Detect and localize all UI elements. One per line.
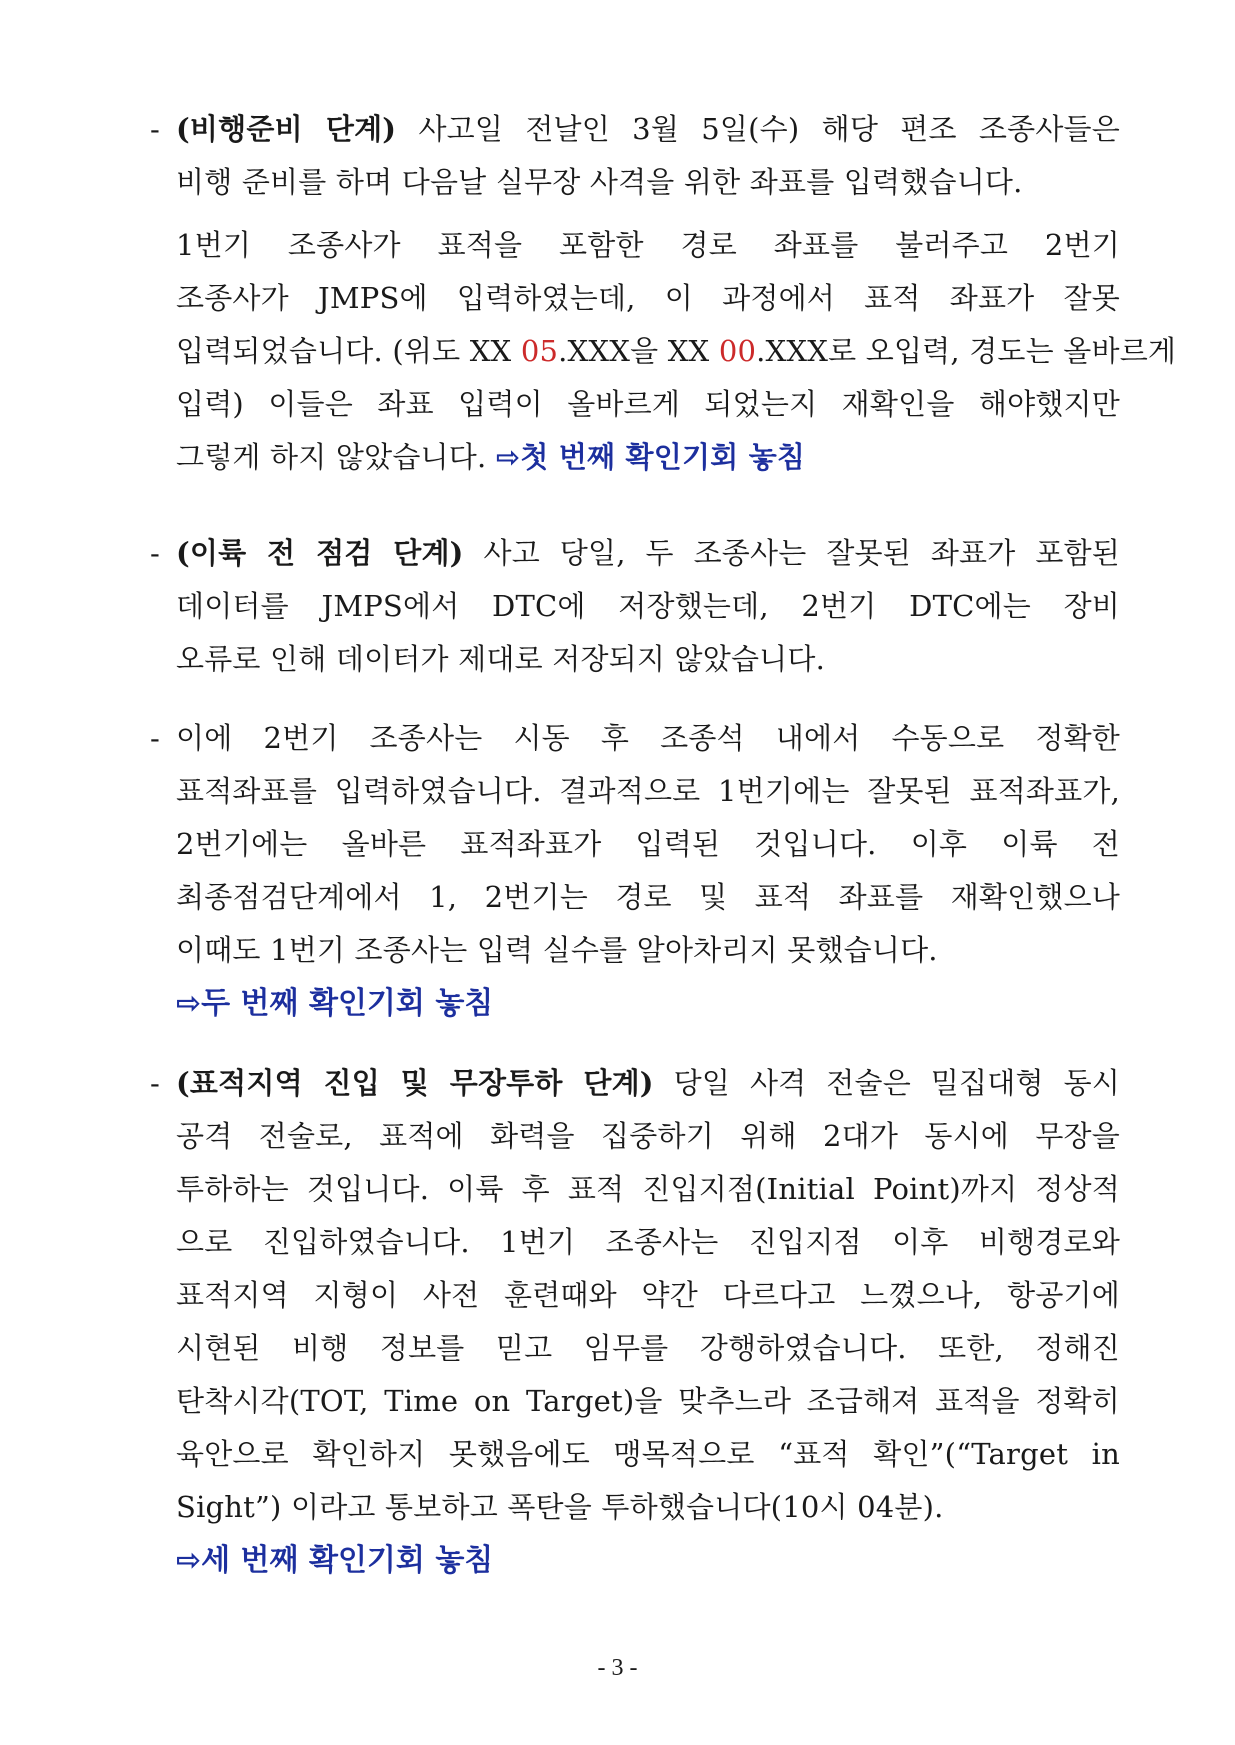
section-target-entry xyxy=(150,1057,1120,1587)
paragraph-line: 그렇게 하지 않았습니다. ⇨첫 번째 확인기회 놓침 xyxy=(176,440,806,474)
page-number: - 3 - xyxy=(597,1655,638,1681)
paragraph-line: 표적좌표를 입력하였습니다. 결과적으로 1번기에는 잘못된 표적좌표가, xyxy=(176,774,1120,808)
paragraph-line: 1번기 조종사가 표적을 포함한 경로 좌표를 불러주고 2번기 xyxy=(176,228,1120,262)
missed-check-note: ⇨첫 번째 확인기회 놓침 xyxy=(495,440,806,474)
paragraph-line: 이에 2번기 조종사는 시동 후 조종석 내에서 수동으로 정확한 xyxy=(176,721,1120,755)
bullet-dash: - xyxy=(150,1066,160,1100)
stage-label: (표적지역 진입 및 무장투하 단계) xyxy=(176,1066,654,1100)
paragraph-line: 데이터를 JMPS에서 DTC에 저장했는데, 2번기 DTC에는 장비 xyxy=(176,589,1120,623)
paragraph-line: 으로 진입하였습니다. 1번기 조종사는 진입지점 이후 비행경로와 xyxy=(176,1225,1120,1259)
highlight-value: 00 xyxy=(718,334,757,368)
paragraph-line: 입력) 이들은 좌표 입력이 올바르게 되었는지 재확인을 해야했지만 xyxy=(176,387,1120,421)
section-pretakeoff-check xyxy=(150,527,1120,686)
paragraph-line: 2번기에는 올바른 표적좌표가 입력된 것입니다. 이후 이륙 전 xyxy=(176,827,1120,861)
paragraph-line: (표적지역 진입 및 무장투하 단계) 당일 사격 전술은 밀집대형 동시 xyxy=(176,1066,1121,1100)
paragraph-line: 투하하는 것입니다. 이륙 후 표적 진입지점(Initial Point)까지 정상적 xyxy=(176,1172,1120,1206)
paragraph-line: 시현된 비행 정보를 믿고 임무를 강행하였습니다. 또한, 정해진 xyxy=(176,1331,1120,1365)
paragraph-line: 오류로 인해 데이터가 제대로 저장되지 않았습니다. xyxy=(176,642,826,676)
stage-label: (비행준비 단계) xyxy=(176,112,397,146)
paragraph-line: (이륙 전 점검 단계) 사고 당일, 두 조종사는 잘못된 좌표가 포함된 xyxy=(176,536,1121,570)
paragraph-line: 공격 전술로, 표적에 화력을 집중하기 위해 2대가 동시에 무장을 xyxy=(176,1119,1120,1153)
missed-check-note: ⇨세 번째 확인기회 놓침 xyxy=(176,1543,494,1578)
stage-label: (이륙 전 점검 단계) xyxy=(176,536,464,570)
paragraph-line: 비행 준비를 하며 다음날 실무장 사격을 위한 좌표를 입력했습니다. xyxy=(176,165,1023,199)
paragraph-line: 이때도 1번기 조종사는 입력 실수를 알아차리지 못했습니다. xyxy=(176,933,938,967)
paragraph-line: 최종점검단계에서 1, 2번기는 경로 및 표적 좌표를 재확인했으나 xyxy=(176,880,1120,914)
paragraph-line: 조종사가 JMPS에 입력하였는데, 이 과정에서 표적 좌표가 잘못 xyxy=(176,281,1120,315)
paragraph-line: 탄착시각(TOT, Time on Target)을 맞추느라 조급해져 표적을 정확히 xyxy=(176,1384,1120,1418)
paragraph-line: (비행준비 단계) 사고일 전날인 3월 5일(수) 해당 편조 조종사들은 xyxy=(176,112,1120,146)
paragraph-line-note: 입력되었습니다. (위도 XX 05.XXX을 XX 00.XXX로 오입력, 경도는 올바르게 xyxy=(176,334,1177,368)
missed-check-note: ⇨두 번째 확인기회 놓침 xyxy=(176,986,494,1021)
bullet-dash: - xyxy=(150,112,160,146)
bullet-dash: - xyxy=(150,721,160,755)
paragraph-line: Sight”) 이라고 통보하고 폭탄을 투하했습니다(10시 04분). xyxy=(176,1490,944,1524)
paragraph-line: 표적지역 지형이 사전 훈련때와 약간 다르다고 느꼈으나, 항공기에 xyxy=(176,1278,1120,1312)
paragraph-line: 육안으로 확인하지 못했음에도 맹목적으로 “표적 확인”(“Target in xyxy=(176,1437,1120,1471)
bullet-dash: - xyxy=(150,536,160,570)
section-manual-input xyxy=(150,712,1120,1030)
section-flight-preparation xyxy=(150,103,1177,484)
highlight-value: 05 xyxy=(520,334,559,368)
